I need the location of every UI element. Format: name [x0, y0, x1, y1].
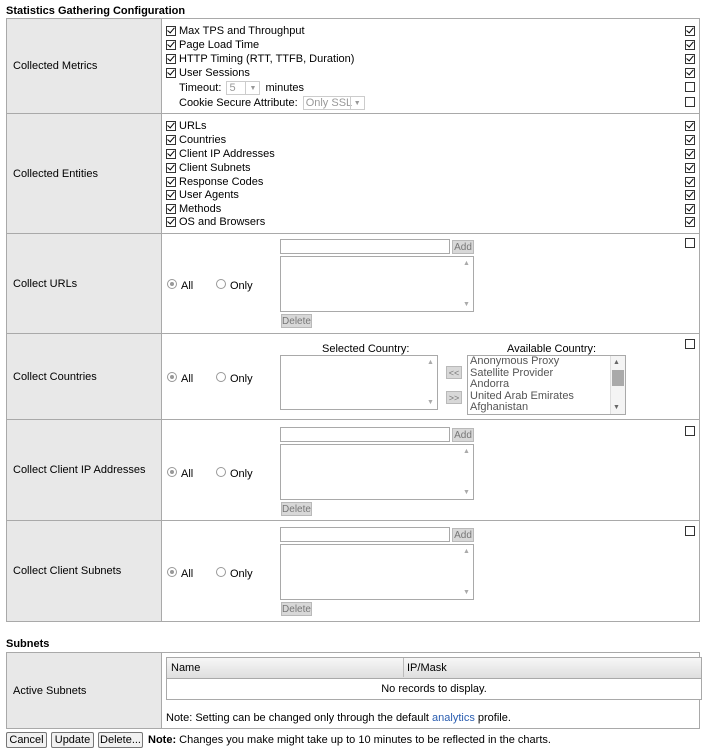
- entity-label: Client Subnets: [179, 162, 251, 174]
- ip-list[interactable]: [280, 444, 474, 500]
- available-country-list[interactable]: [467, 355, 626, 415]
- cookie-value: Only SSL: [305, 97, 353, 109]
- column-header-ip[interactable]: IP/Mask: [407, 662, 447, 674]
- chevron-up-icon: ▲: [463, 448, 470, 455]
- active-subnets-label: Active Subnets: [7, 653, 162, 729]
- urls-all-label: All: [181, 280, 194, 292]
- chevron-up-icon: ▲: [613, 359, 620, 366]
- list-item[interactable]: Anonymous Proxy: [470, 355, 560, 367]
- subnets-section-title: Subnets: [6, 638, 50, 650]
- override-cookie-checkbox[interactable]: [685, 97, 695, 107]
- override-timeout-checkbox[interactable]: [685, 82, 695, 92]
- urls-only-label: Only: [230, 280, 253, 292]
- subnets-grid: [166, 657, 702, 700]
- max-tps-checkbox[interactable]: [166, 26, 176, 36]
- entity-label: Methods: [179, 203, 222, 215]
- chevron-up-icon: ▲: [463, 548, 470, 555]
- ips-only-label: Only: [230, 468, 253, 480]
- entity-countries-checkbox[interactable]: [166, 135, 176, 145]
- chevron-down-icon: ▼: [463, 489, 470, 496]
- subnet-delete-button[interactable]: Delete: [282, 604, 311, 615]
- active-subnets-cell: [162, 653, 700, 729]
- note-suffix: profile.: [477, 712, 511, 724]
- subnet-input[interactable]: [280, 527, 450, 542]
- list-item[interactable]: United Arab Emirates: [470, 389, 574, 402]
- ip-delete-button[interactable]: Delete: [282, 504, 311, 515]
- countries-all-radio[interactable]: [167, 372, 177, 382]
- override-max-tps-checkbox[interactable]: [685, 26, 695, 36]
- timeout-select[interactable]: [226, 81, 260, 95]
- ips-all-radio[interactable]: [167, 467, 177, 477]
- entity-methods-checkbox[interactable]: [166, 204, 176, 214]
- entity-label: Response Codes: [179, 176, 264, 188]
- available-country-header: Available Country:: [507, 343, 597, 355]
- page-load-label: Page Load Time: [179, 39, 260, 51]
- override-entity-checkbox[interactable]: [685, 163, 695, 173]
- override-entity-checkbox[interactable]: [685, 135, 695, 145]
- override-user-sessions-checkbox[interactable]: [685, 68, 695, 78]
- entities-cell: [162, 114, 700, 234]
- timeout-value: 5: [229, 82, 236, 94]
- subnets-table: [6, 652, 700, 729]
- url-delete-button[interactable]: Delete: [282, 316, 311, 327]
- chevron-up-icon: ▲: [427, 359, 434, 366]
- override-ips-checkbox[interactable]: [685, 426, 695, 436]
- subnets-only-label: Only: [230, 568, 253, 580]
- timeout-label: Timeout:: [179, 81, 222, 94]
- countries-only-label: Only: [230, 373, 253, 385]
- page-load-checkbox[interactable]: [166, 40, 176, 50]
- entity-label: URLs: [179, 120, 207, 132]
- cookie-label: Cookie Secure Attribute:: [179, 96, 298, 109]
- countries-cell: [162, 334, 700, 420]
- entity-urls-checkbox[interactable]: [166, 121, 176, 131]
- override-entity-checkbox[interactable]: [685, 204, 695, 214]
- scrollbar-thumb[interactable]: [612, 370, 624, 386]
- ips-all-label: All: [181, 468, 194, 480]
- url-input[interactable]: [280, 239, 450, 254]
- analytics-profile-link[interactable]: analytics: [432, 712, 475, 724]
- ips-cell: [162, 420, 700, 521]
- url-add-button[interactable]: Add: [452, 240, 474, 254]
- urls-all-radio[interactable]: [167, 279, 177, 289]
- entity-response-codes-checkbox[interactable]: [166, 177, 176, 187]
- chevron-up-icon: ▲: [463, 260, 470, 267]
- delete-profile-button[interactable]: Delete...: [98, 732, 143, 748]
- scrollbar[interactable]: [461, 257, 473, 311]
- entities-label: Collected Entities: [7, 114, 162, 234]
- urls-cell: [162, 234, 700, 334]
- subnet-list[interactable]: [280, 544, 474, 600]
- scrollbar[interactable]: [461, 445, 473, 499]
- entity-label: User Agents: [179, 189, 239, 201]
- subnets-only-radio[interactable]: [216, 567, 226, 577]
- subnets-collect-cell: [162, 521, 700, 622]
- entity-label: Countries: [179, 134, 227, 146]
- entity-label: OS and Browsers: [179, 216, 266, 228]
- override-urls-checkbox[interactable]: [685, 238, 695, 248]
- grid-header: [167, 658, 701, 679]
- override-entity-checkbox[interactable]: [685, 177, 695, 187]
- footer-note: [148, 734, 551, 746]
- scrollbar[interactable]: [425, 356, 437, 409]
- ips-label: Collect Client IP Addresses: [7, 420, 162, 521]
- list-item[interactable]: Andorra: [470, 378, 510, 390]
- chevron-down-icon: ▼: [463, 589, 470, 596]
- countries-all-label: All: [181, 373, 194, 385]
- ip-input[interactable]: [280, 427, 450, 442]
- empty-message: No records to display.: [381, 683, 487, 695]
- chevron-down-icon: ▼: [350, 97, 364, 109]
- entity-user-agents-checkbox[interactable]: [166, 190, 176, 200]
- selected-country-header: Selected Country:: [322, 343, 410, 355]
- override-page-load-checkbox[interactable]: [685, 40, 695, 50]
- override-entity-checkbox[interactable]: [685, 190, 695, 200]
- chevron-down-icon: ▼: [245, 82, 259, 94]
- max-tps-label: Max TPS and Throughput: [179, 25, 305, 37]
- chevron-down-icon: ▼: [613, 403, 620, 411]
- ip-add-button[interactable]: Add: [452, 428, 474, 442]
- cancel-button[interactable]: Cancel: [6, 732, 47, 748]
- override-http-timing-checkbox[interactable]: [685, 54, 695, 64]
- entity-client-ip-checkbox[interactable]: [166, 149, 176, 159]
- footer-note-text: Changes you make might take up to 10 minutes to be reflected in the charts.: [179, 734, 551, 746]
- subnets-note: [166, 712, 511, 724]
- update-button[interactable]: Update: [51, 732, 94, 748]
- footer-note-label: Note:: [148, 734, 177, 746]
- subnets-collect-label: Collect Client Subnets: [7, 521, 162, 622]
- override-entity-checkbox[interactable]: [685, 217, 695, 227]
- subnet-add-button[interactable]: Add: [452, 528, 474, 542]
- list-item[interactable]: Afghanistan: [470, 401, 529, 413]
- selected-country-list[interactable]: [280, 355, 438, 410]
- override-entity-checkbox[interactable]: [685, 149, 695, 159]
- user-sessions-checkbox[interactable]: [166, 68, 176, 78]
- note-prefix: Note: Setting can be changed only through the default: [166, 712, 429, 724]
- countries-only-radio[interactable]: [216, 372, 226, 382]
- metrics-cell: [162, 19, 700, 114]
- metrics-label: Collected Metrics: [7, 19, 162, 114]
- chevron-down-icon: ▼: [463, 301, 470, 308]
- override-entity-checkbox[interactable]: [685, 121, 695, 131]
- ips-only-radio[interactable]: [216, 467, 226, 477]
- column-header-name[interactable]: Name: [171, 662, 201, 674]
- chevron-down-icon: ▼: [427, 399, 434, 406]
- entity-client-subnets-checkbox[interactable]: [166, 163, 176, 173]
- subnets-all-label: All: [181, 568, 194, 580]
- page-title: Statistics Gathering Configuration: [6, 5, 186, 17]
- urls-only-radio[interactable]: [216, 279, 226, 289]
- move-right-button[interactable]: >>: [446, 391, 462, 404]
- http-timing-checkbox[interactable]: [166, 54, 176, 64]
- countries-label: Collect Countries: [7, 334, 162, 420]
- column-divider: [403, 658, 404, 677]
- config-table: [6, 18, 700, 622]
- url-list[interactable]: [280, 256, 474, 312]
- subnets-all-radio[interactable]: [167, 567, 177, 577]
- timeout-unit: minutes: [265, 81, 305, 94]
- list-item[interactable]: Satellite Provider: [470, 366, 554, 379]
- cookie-select[interactable]: [303, 96, 365, 110]
- scrollbar[interactable]: [461, 545, 473, 599]
- http-timing-label: HTTP Timing (RTT, TTFB, Duration): [179, 53, 355, 65]
- override-countries-checkbox[interactable]: [685, 339, 695, 349]
- entity-label: Client IP Addresses: [179, 148, 275, 160]
- override-subnets-checkbox[interactable]: [685, 526, 695, 536]
- scrollbar[interactable]: [610, 356, 625, 414]
- user-sessions-label: User Sessions: [179, 67, 250, 79]
- move-left-button[interactable]: <<: [446, 366, 462, 379]
- entity-os-browsers-checkbox[interactable]: [166, 217, 176, 227]
- urls-label: Collect URLs: [7, 234, 162, 334]
